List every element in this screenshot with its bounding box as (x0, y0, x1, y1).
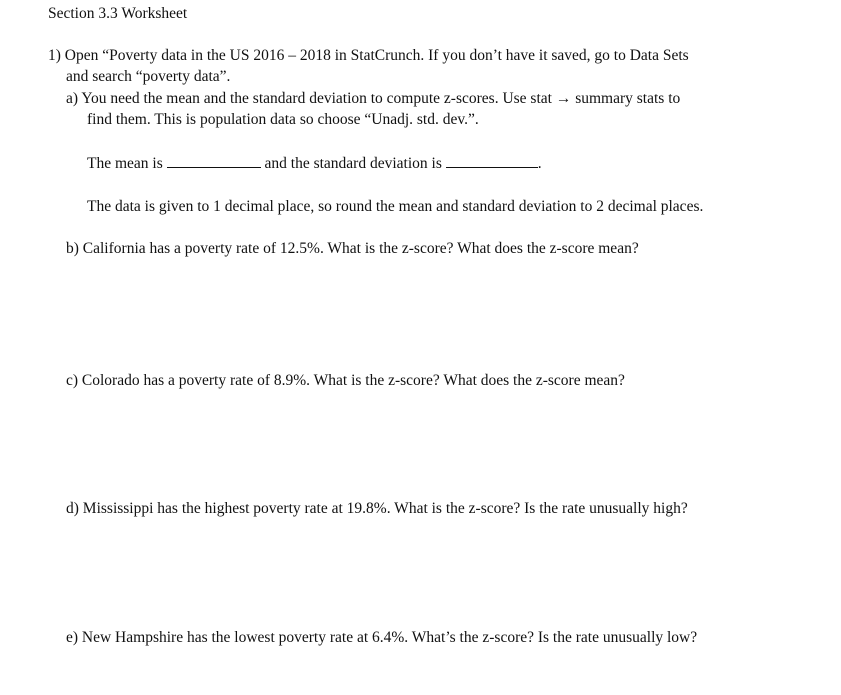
question-1-line-2: and search “poverty data”. (66, 68, 231, 85)
part-c-question: c) Colorado has a poverty rate of 8.9%. What is the z-score? What does the z-score mean? (66, 372, 625, 389)
sd-label: and the standard deviation is (264, 155, 442, 172)
worksheet-title: Section 3.3 Worksheet (48, 5, 188, 22)
sentence-period: . (537, 155, 542, 172)
mean-answer-blank[interactable] (167, 153, 261, 168)
part-e-question: e) New Hampshire has the lowest poverty rate at 6.4%. What’s the z-score? Is the rate unusually low? (66, 629, 698, 646)
question-1-line-1: 1) Open “Poverty data in the US 2016 – 2018 in StatCrunch. If you don’t have it saved, go to Data Sets (48, 47, 689, 64)
rounding-note: The data is given to 1 decimal place, so round the mean and standard deviation to 2 decimal places. (87, 198, 704, 215)
part-d-question: d) Mississippi has the highest poverty rate at 19.8%. What is the z-score? Is the rate unusually high? (66, 500, 688, 517)
sd-answer-blank[interactable] (446, 153, 538, 168)
part-a-line-2: find them. This is population data so choose “Unadj. std. dev.”. (87, 111, 479, 128)
mean-sd-row (87, 153, 542, 174)
part-a-line-1: a) You need the mean and the standard deviation to compute z-scores. Use stat → summary stats to (66, 90, 681, 107)
mean-label: The mean is (87, 155, 163, 172)
part-b-question: b) California has a poverty rate of 12.5%. What is the z-score? What does the z-score mean? (66, 240, 639, 257)
